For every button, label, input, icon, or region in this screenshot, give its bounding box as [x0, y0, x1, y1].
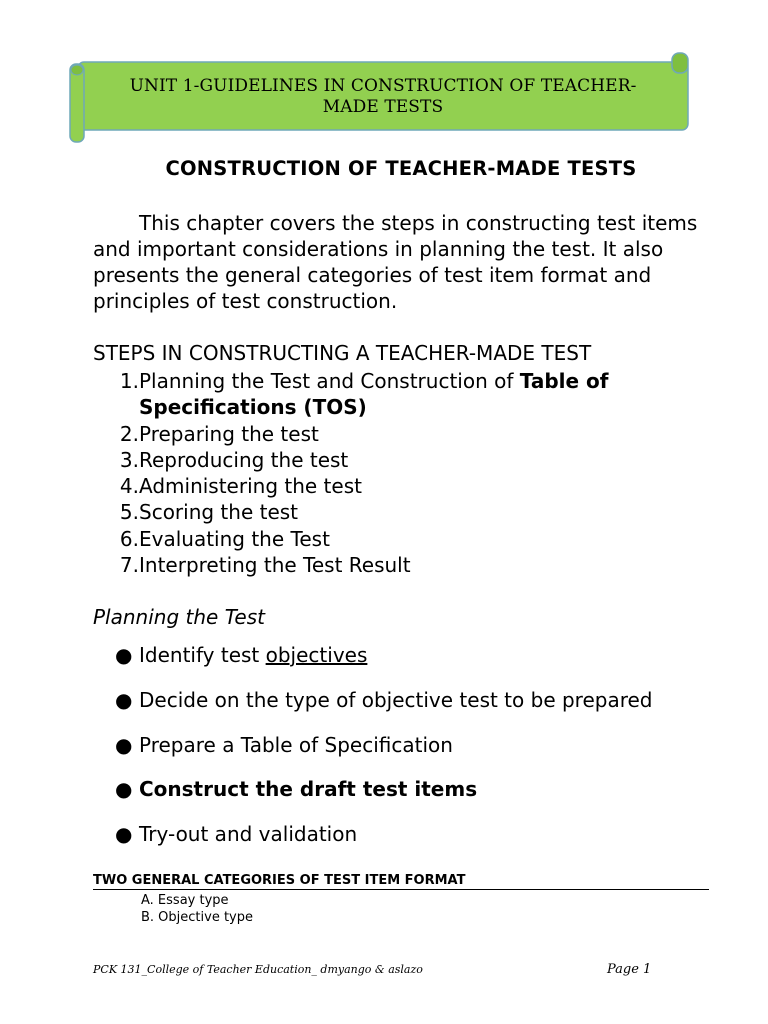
step-number: 2.	[119, 421, 139, 446]
bullet-item	[115, 688, 653, 712]
bullet-text: Prepare a Table of Specification	[139, 733, 453, 757]
objectives-link[interactable]: objectives	[265, 643, 368, 667]
intro-line-1: This chapter covers the steps in constructing test items	[139, 211, 698, 235]
bullet-icon: ●	[115, 733, 133, 757]
page-number: Page 1	[607, 962, 652, 977]
bullet-text: Identify test	[139, 643, 266, 667]
step-text: Scoring the test	[139, 500, 299, 525]
intro-paragraph	[93, 210, 723, 314]
bullet-item	[115, 733, 453, 757]
step-item	[93, 526, 713, 552]
steps-heading: STEPS IN CONSTRUCTING A TEACHER-MADE TEST	[93, 341, 592, 365]
bullet-text: Try-out and validation	[139, 822, 358, 846]
step-number: 3.	[119, 447, 139, 472]
step-item	[93, 447, 713, 473]
footer-credit: PCK 131_College of Teacher Education_ dmyango & aslazo	[93, 963, 423, 976]
page-title: CONSTRUCTION OF TEACHER-MADE TESTS	[165, 157, 637, 180]
step-number: 7.	[119, 553, 139, 578]
bullet-item	[115, 777, 477, 801]
step-item	[93, 368, 713, 421]
unit-banner	[68, 50, 694, 146]
step-text: Planning the Test and Construction of	[139, 369, 520, 393]
categories-heading: TWO GENERAL CATEGORIES OF TEST ITEM FORMAT	[93, 873, 709, 890]
category-item-objective: B. Objective type	[141, 910, 253, 925]
step-item	[93, 421, 713, 447]
step-number: 1.	[119, 369, 139, 393]
bullet-icon: ●	[115, 643, 133, 667]
step-text: Preparing the test	[139, 421, 319, 446]
bullet-icon: ●	[115, 822, 133, 846]
step-item	[93, 473, 713, 499]
intro-line-2: and important considerations in planning the test. It also	[93, 237, 664, 261]
step-number: 6.	[119, 526, 139, 551]
steps-list	[93, 368, 713, 578]
banner-title	[118, 76, 648, 118]
step-text: Interpreting the Test Result	[139, 553, 411, 578]
step-item	[93, 499, 713, 525]
step-bold-text-2: Specifications (TOS)	[139, 395, 367, 420]
bullet-item	[115, 822, 357, 846]
bullet-text: Construct the draft test items	[139, 777, 478, 801]
planning-heading: Planning the Test	[93, 605, 266, 629]
category-item-essay: A. Essay type	[141, 893, 229, 908]
bullet-item	[115, 643, 367, 667]
step-number: 5.	[119, 500, 139, 525]
step-text: Administering the test	[139, 474, 362, 499]
intro-line-3: presents the general categories of test item format and	[93, 263, 652, 287]
step-text: Reproducing the test	[139, 447, 349, 472]
banner-line-2: MADE TESTS	[322, 97, 444, 117]
step-number: 4.	[119, 474, 139, 499]
bullet-icon: ●	[115, 777, 133, 801]
bullet-text: Decide on the type of objective test to be prepared	[139, 688, 653, 712]
intro-line-4: principles of test construction.	[93, 289, 398, 313]
step-item	[93, 552, 713, 578]
banner-line-1: UNIT 1-GUIDELINES IN CONSTRUCTION OF TEACHER-	[129, 76, 637, 96]
bullet-icon: ●	[115, 688, 133, 712]
step-bold-text: Table of	[519, 369, 609, 393]
step-text: Evaluating the Test	[139, 526, 330, 551]
